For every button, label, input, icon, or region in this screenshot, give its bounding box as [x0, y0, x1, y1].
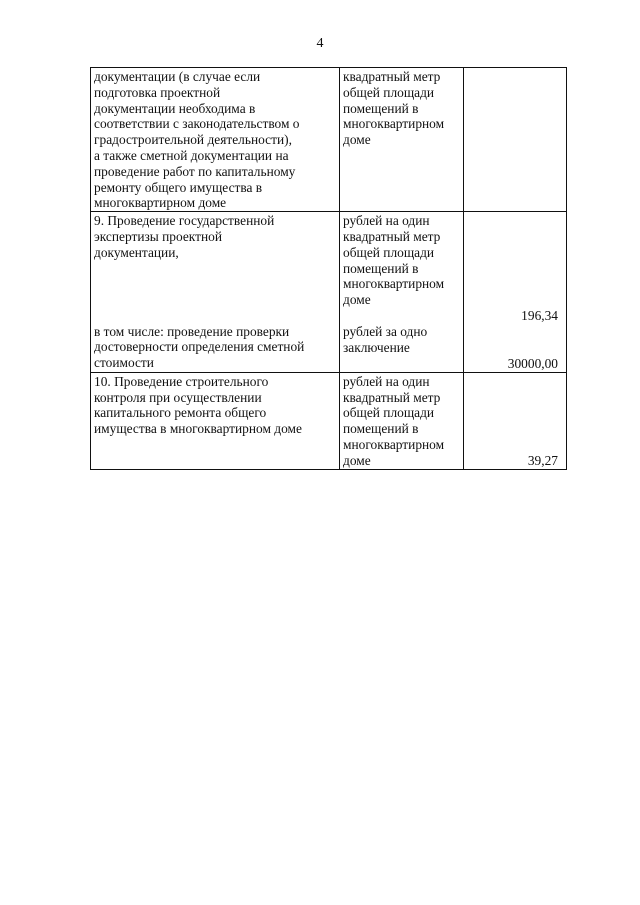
description-line: ремонту общего имущества в — [94, 179, 263, 195]
description-line: экспертизы проектной — [94, 228, 223, 244]
description-line: документации (в случае если — [94, 69, 261, 84]
unit-line: рублей за одно — [343, 323, 428, 339]
spacer — [467, 213, 558, 308]
value-main: 196,34 — [521, 308, 558, 324]
unit-line: доме — [343, 452, 371, 468]
description-line: проведение работ по капитальному — [94, 163, 296, 179]
description-line: 10. Проведение строительного — [94, 373, 269, 389]
description-line: капитального ремонта общего — [94, 405, 267, 421]
value-main: 39,27 — [527, 452, 558, 468]
description-line: многоквартирном доме — [94, 195, 227, 211]
unit-line: помещений в — [343, 421, 419, 437]
cost-table — [90, 67, 567, 470]
description-cell — [91, 68, 340, 212]
description-line: 9. Проведение государственной — [94, 213, 275, 229]
unit-line: доме — [343, 292, 371, 308]
unit-cell — [340, 212, 464, 373]
table-row — [91, 68, 567, 212]
unit-line: заключение — [343, 339, 410, 355]
spacer — [467, 374, 558, 453]
description-line: контроля при осуществлении — [94, 389, 262, 405]
description-cell — [91, 212, 340, 373]
unit-line: рублей на один — [343, 213, 430, 229]
description-line: документации, — [94, 244, 179, 260]
unit-line: рублей на один — [343, 373, 430, 389]
description-line: достоверности определения сметной — [94, 339, 305, 355]
value-cell — [464, 212, 567, 373]
unit-line: помещений в — [343, 260, 419, 276]
spacer — [343, 308, 460, 324]
unit-line: квадратный метр — [343, 389, 441, 405]
unit-line: доме — [343, 132, 371, 148]
table-row — [91, 372, 567, 469]
unit-line: помещений в — [343, 100, 419, 116]
unit-cell — [340, 68, 464, 212]
description-line: соответствии с законодательством о — [94, 116, 300, 132]
unit-cell — [340, 372, 464, 469]
value-sub: 30000,00 — [507, 355, 558, 371]
description-line: имущества в многоквартирном доме — [94, 421, 302, 437]
description-line: в том числе: проведение проверки — [94, 323, 290, 339]
unit-line: многоквартирном — [343, 436, 445, 452]
value-cell — [464, 372, 567, 469]
value-cell — [464, 68, 567, 212]
description-cell — [91, 372, 340, 469]
description-line: подготовка проектной — [94, 84, 221, 100]
description-line: документации необходима в — [94, 100, 256, 116]
unit-line: многоквартирном — [343, 276, 445, 292]
description-line: а также сметной документации на — [94, 147, 289, 163]
unit-line: общей площади — [343, 84, 435, 100]
unit-line: квадратный метр — [343, 69, 441, 84]
description-line: стоимости — [94, 355, 154, 371]
table-row — [91, 212, 567, 373]
unit-line: общей площади — [343, 405, 435, 421]
description-line: градостроительной деятельности), — [94, 132, 292, 148]
spacer — [94, 261, 336, 324]
spacer — [467, 324, 558, 356]
unit-line: квадратный метр — [343, 228, 441, 244]
unit-line: общей площади — [343, 244, 435, 260]
page-number: 4 — [316, 36, 324, 51]
unit-line: многоквартирном — [343, 116, 445, 132]
